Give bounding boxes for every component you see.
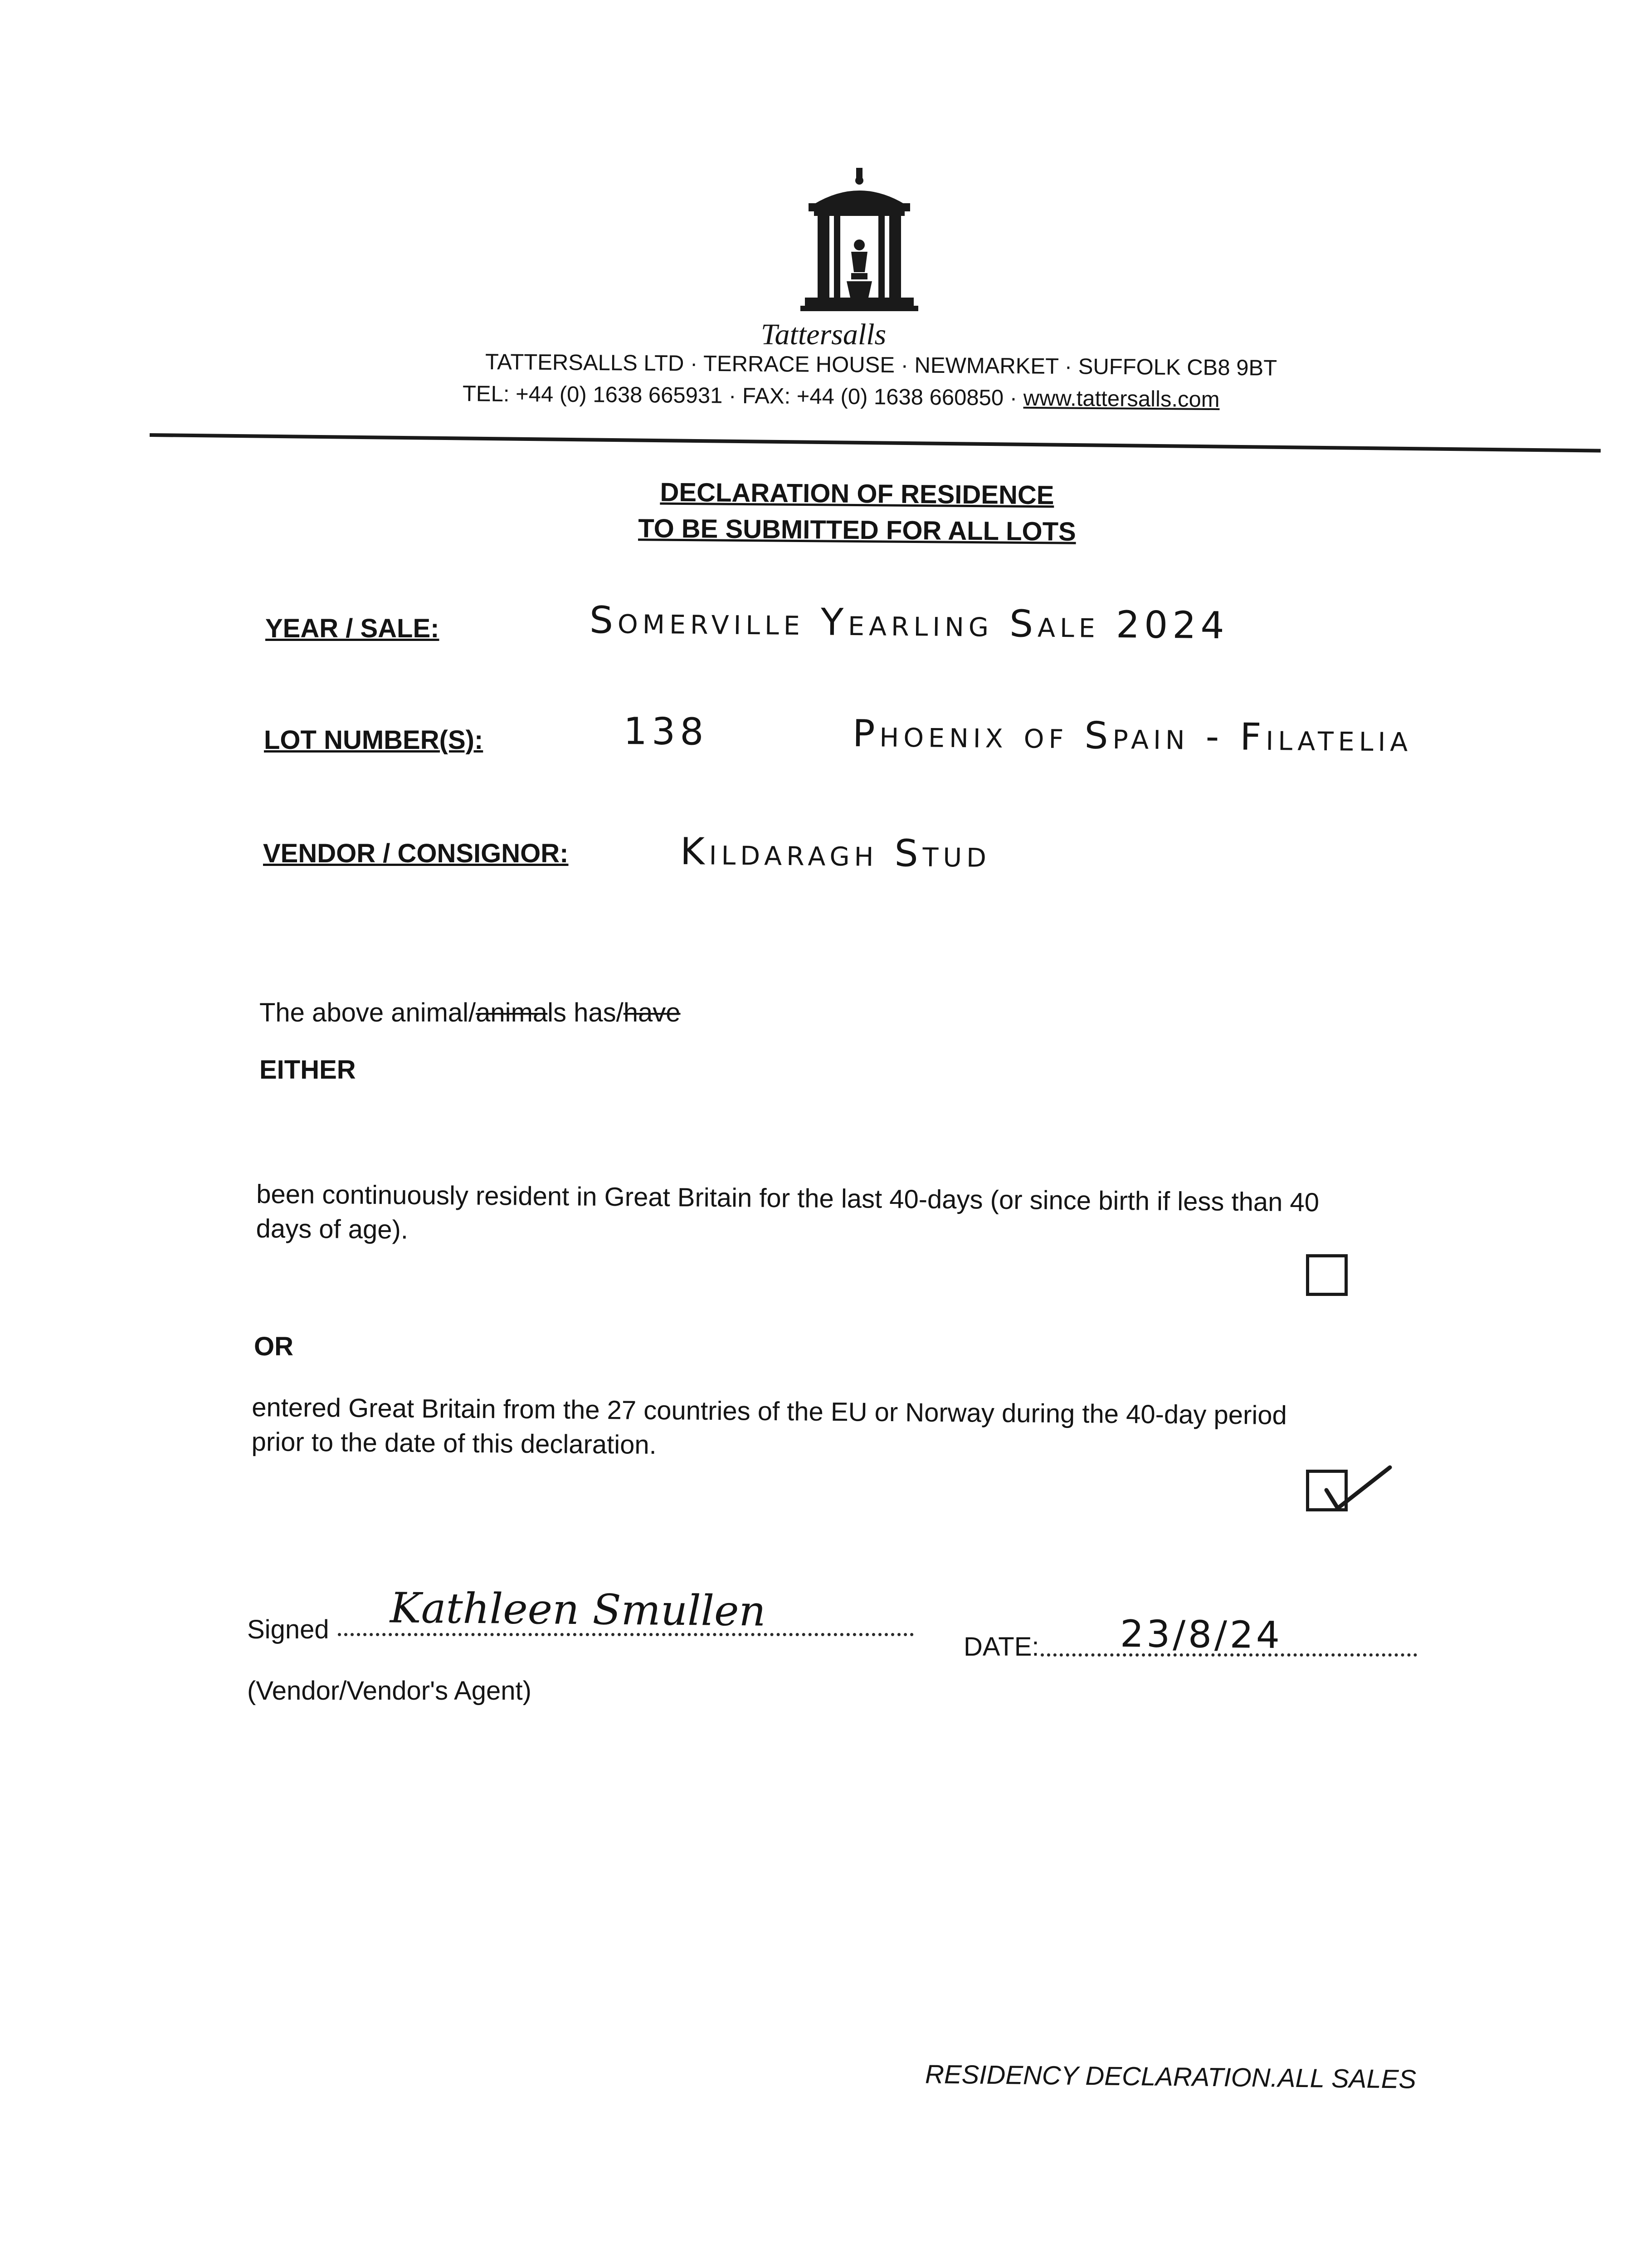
signer-role: (Vendor/Vendor's Agent) <box>247 1676 531 1706</box>
checkmark-icon <box>1317 1463 1394 1517</box>
date-label: DATE: <box>964 1632 1039 1662</box>
brand-name: Tattersalls <box>760 318 887 351</box>
vendor-label: VENDOR / CONSIGNOR: <box>263 839 569 868</box>
contact-line <box>463 381 1220 412</box>
year-sale-value[interactable]: Somerville Yearling Sale 2024 <box>589 599 1229 648</box>
option1-line1: been continuously resident in Great Britain for the last 40-days (or since birth if less than 40 <box>256 1179 1320 1217</box>
struck-have: have <box>623 998 681 1027</box>
signed-label: Signed <box>247 1615 329 1644</box>
lot-numbers-label: LOT NUMBER(S): <box>264 725 483 755</box>
year-sale-label: YEAR / SALE: <box>265 614 439 643</box>
lot-number-value[interactable]: 138 <box>623 710 708 754</box>
option1-text <box>256 1177 1319 1254</box>
form-subtitle: TO BE SUBMITTED FOR ALL LOTS <box>638 513 1077 547</box>
tattersalls-logo-icon <box>800 168 918 318</box>
form-id-footer: RESIDENCY DECLARATION.ALL SALES <box>925 2059 1417 2094</box>
signature-value[interactable]: Kathleen Smullen <box>390 1584 766 1636</box>
company-address: TATTERSALLS LTD · TERRACE HOUSE · NEWMARKET · SUFFOLK CB8 9BT <box>485 350 1277 381</box>
either-label: EITHER <box>259 1055 356 1085</box>
lot-horse-value[interactable]: Phoenix of Spain - Filatelia <box>852 712 1413 760</box>
option2-text <box>251 1390 1287 1467</box>
statement-prefix: The above animal/ <box>259 998 476 1027</box>
struck-animals: anima <box>476 998 548 1027</box>
vendor-value[interactable]: Kildaragh Stud <box>680 830 991 876</box>
form-title: DECLARATION OF RESIDENCE <box>660 477 1054 510</box>
option2-line1: entered Great Britain from the 27 countries of the EU or Norway during the 40-day period <box>252 1393 1287 1430</box>
option2-line2: prior to the date of this declaration. <box>251 1427 657 1460</box>
date-value[interactable]: 23/8/24 <box>1120 1613 1283 1657</box>
tel-fax: TEL: +44 (0) 1638 665931 · FAX: +44 (0) 1638 660850 · <box>462 381 1023 411</box>
header-divider <box>150 433 1601 453</box>
website-link[interactable]: www.tattersalls.com <box>1023 386 1220 412</box>
statement-mid: ls has/ <box>547 998 624 1027</box>
statement-intro <box>259 996 681 1030</box>
option1-line2: days of age). <box>256 1213 409 1245</box>
option1-checkbox[interactable] <box>1306 1254 1348 1296</box>
or-label: OR <box>254 1332 293 1361</box>
